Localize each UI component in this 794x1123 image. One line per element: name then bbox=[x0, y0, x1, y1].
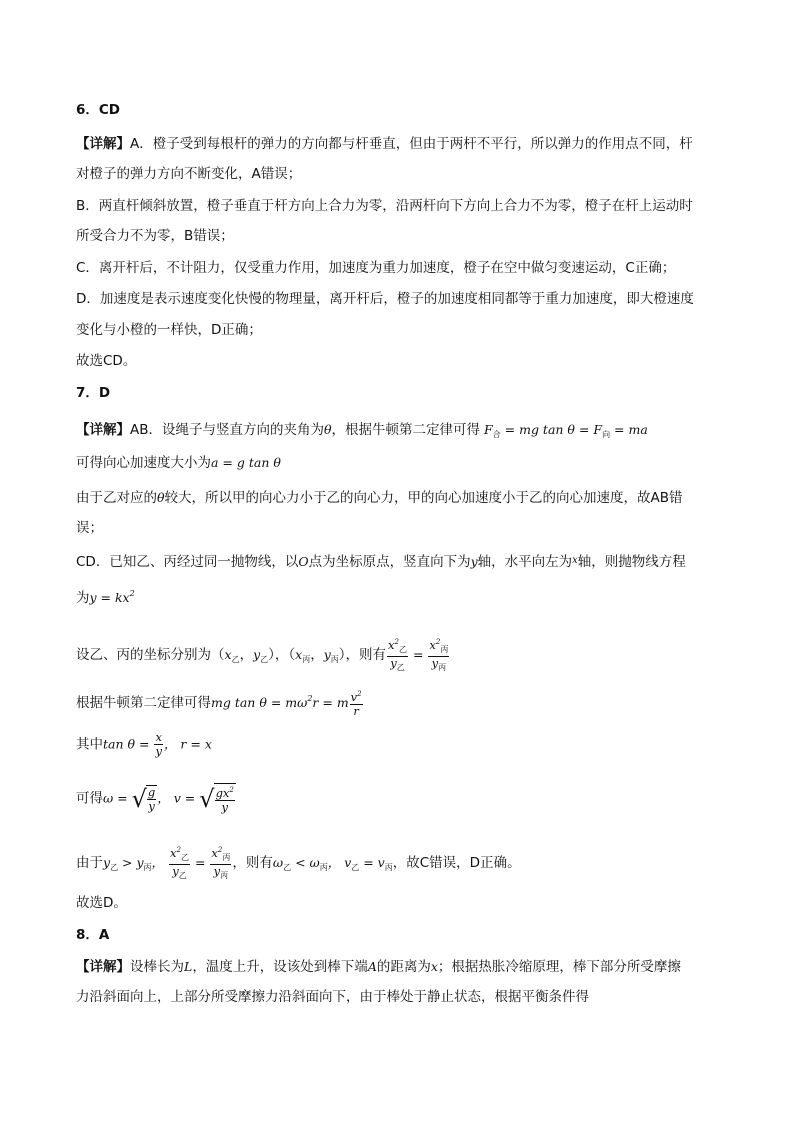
q6-line-1 bbox=[76, 135, 693, 153]
q6-heading: 6．CD bbox=[76, 102, 121, 118]
q7-line-10: 可得ω = √ $\frac{g}{y}$ ， v = √ $\frac{gx^2}{y}$ bbox=[76, 784, 234, 814]
detail-tag: 【详解】 bbox=[76, 959, 130, 975]
fraction: $\frac{x}{y}$ bbox=[155, 730, 162, 758]
q8-line-2: 力沿斜面向上，上部分所受摩擦力沿斜面向下，由于棒处于静止状态，根据平衡条件得 bbox=[76, 989, 589, 1005]
detail-tag: 【详解】 bbox=[76, 422, 130, 438]
q7-line-4: 误； bbox=[76, 520, 103, 536]
fraction: $\frac{x^2_乙}{y_乙}$ bbox=[388, 638, 407, 672]
q6-text-1: A．橙子受到每根杆的弹力的方向都与杆垂直，但由于两杆不平行，所以弹力的作用点不同，杆 bbox=[130, 136, 693, 152]
q8-heading: 8．A bbox=[76, 927, 110, 943]
q7-line-7: 设乙、丙的坐标分别为（$x_乙$，$y_乙$），（$x_丙$，$y_丙$），则有 $\frac{x^2_乙}{y_乙}$ = $\frac{x^2_丙}{y_丙}$ bbox=[76, 638, 449, 672]
q6-line-5: C．离开杆后，不计阻力，仅受重力作用，加速度为重力加速度，橙子在空中做匀变速运动，C正确； bbox=[76, 260, 676, 276]
q7-line-11: 由于$y_乙 > y_丙$， $\frac{x^2_乙}{y_乙}$ = $\frac{x^2_丙}{y_丙}$ ，则有$\omega_乙 < \omega_丙$， $v_乙 = v_丙$，故C错误，D正确。 bbox=[76, 846, 521, 880]
q6-line-8: 故选CD。 bbox=[76, 353, 137, 369]
formula-accel: a = g tan θ bbox=[211, 455, 281, 470]
q6-line-2: 对橙子的弹力方向不断变化，A错误； bbox=[76, 166, 302, 182]
q6-line-3: B．两直杆倾斜放置，橙子垂直于杆方向上合力为零，沿两杆向下方向上合力不为零，橙子在杆上运动时 bbox=[76, 198, 693, 214]
fraction: $\frac{x^2_乙}{y_乙}$ bbox=[170, 846, 189, 880]
sqrt-velocity: √ $\frac{gx^2}{y}$ bbox=[199, 784, 234, 814]
detail-tag: 【详解】 bbox=[76, 136, 130, 152]
formula-newton: $F_合$ = mg $\tan \theta = F_向$ = ma bbox=[480, 422, 648, 439]
q7-line-8: 根据牛顿第二定律可得mg $\tan \theta = m\omega^2r = m$ $\frac{v^2}{r}$ bbox=[76, 690, 362, 718]
q7-line-6: 为$y = kx^2$ bbox=[76, 589, 135, 606]
q7-line-9: 其中tan θ = $\frac{x}{y}$ ， r = x bbox=[76, 730, 212, 758]
fraction: $\frac{x^2_丙}{y_丙}$ bbox=[429, 638, 449, 672]
fraction: $\frac{v^2}{r}$ bbox=[350, 690, 362, 718]
q6-line-6: D．加速度是表示速度变化快慢的物理量，离开杆后，橙子的加速度相同都等于重力加速度，即大橙速度 bbox=[76, 291, 694, 307]
q7-line-3: 由于乙对应的θ较大，所以甲的向心力小于乙的向心力，甲的向心加速度小于乙的向心加速度，故AB错 bbox=[76, 490, 683, 506]
q7-line-1: 【详解】AB．设绳子与竖直方向的夹角为θ，根据牛顿第二定律可得 $F_合$ = mg $\tan \theta = F_向$ = ma bbox=[76, 422, 648, 439]
q7-line-2: 可得向心加速度大小为a = g tan θ bbox=[76, 455, 281, 471]
formula-centripetal: mg $\tan \theta = m\omega^2r = m$ bbox=[211, 694, 349, 710]
q6-line-4: 所受合力不为零，B错误； bbox=[76, 228, 234, 244]
q7-heading: 7．D bbox=[76, 385, 111, 401]
q6-line-7: 变化与小橙的一样快，D正确； bbox=[76, 322, 262, 338]
sqrt-omega: √ $\frac{g}{y}$ bbox=[131, 784, 156, 813]
q8-line-1: 【详解】设棒长为L，温度上升，设该处到棒下端A的距离为x；根据热胀冷缩原理，棒下部分所受摩擦 bbox=[76, 959, 681, 975]
fraction: $\frac{x^2_丙}{y_丙}$ bbox=[211, 846, 231, 880]
q7-line-12: 故选D。 bbox=[76, 895, 127, 911]
formula-parabola: $y = kx^2$ bbox=[89, 589, 135, 605]
q7-line-5: CD．已知乙、丙经过同一抛物线，以O点为坐标原点，竖直向下为y轴，水平向左为$^x$轴，则抛物线方程 bbox=[76, 554, 686, 570]
